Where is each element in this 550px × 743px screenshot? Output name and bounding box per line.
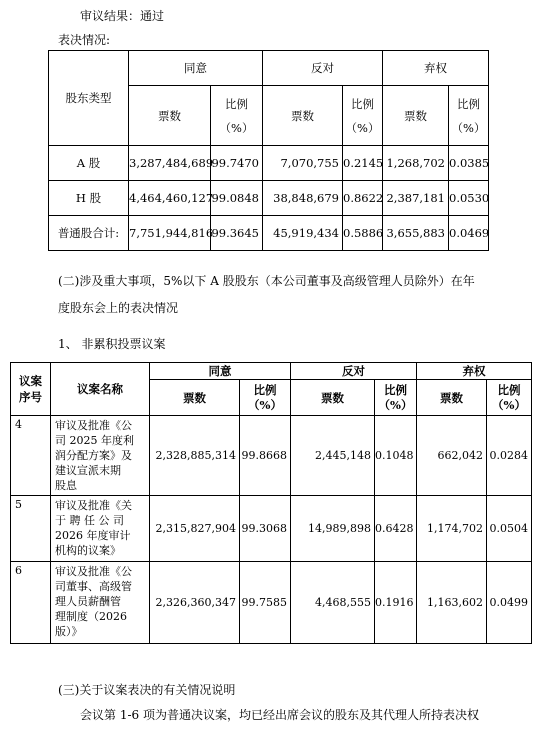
oppose-ratio-header: 比例 （%） <box>375 380 417 416</box>
oppose-votes: 4,468,555 <box>291 562 375 644</box>
abstain-votes: 1,268,702 <box>383 146 449 181</box>
col-proposal-name: 议案名称 <box>51 363 150 416</box>
proposal-vote-table <box>10 362 532 644</box>
abstain-votes-header: 票数 <box>383 86 449 146</box>
proposal-no: 6 <box>11 562 51 644</box>
table-row <box>49 216 489 251</box>
oppose-ratio: 0.2145 <box>343 146 383 181</box>
row-type: 普通股合计: <box>49 216 129 251</box>
oppose-votes: 7,070,755 <box>263 146 343 181</box>
section3-title: (三)关于议案表决的有关情况说明 <box>58 683 236 697</box>
oppose-ratio: 0.1916 <box>375 562 417 644</box>
vote-status-label: 表决情况: <box>58 33 111 47</box>
abstain-ratio: 0.0504 <box>487 496 532 562</box>
abstain-ratio: 0.0530 <box>449 181 489 216</box>
agree-ratio: 99.3645 <box>211 216 263 251</box>
abstain-votes: 662,042 <box>417 416 487 496</box>
agree-votes: 2,315,827,904 <box>150 496 240 562</box>
row-type: H 股 <box>49 181 129 216</box>
abstain-votes-header: 票数 <box>417 380 487 416</box>
agree-ratio: 99.7585 <box>240 562 291 644</box>
row-type: A 股 <box>49 146 129 181</box>
table-row <box>49 146 489 181</box>
agree-ratio: 99.8668 <box>240 416 291 496</box>
table-row <box>49 181 489 216</box>
proposal-no: 5 <box>11 496 51 562</box>
shareholder-vote-table <box>48 50 489 251</box>
proposal-name: 审议及批准《关 于 聘 任 公 司 2026 年度审计 机构的议案》 <box>51 496 150 562</box>
agree-ratio: 99.7470 <box>211 146 263 181</box>
group-agree: 同意 <box>150 363 291 380</box>
section2-line2: 度股东会上的表决情况 <box>58 301 179 315</box>
oppose-ratio: 0.8622 <box>343 181 383 216</box>
abstain-votes: 1,163,602 <box>417 562 487 644</box>
agree-votes: 2,326,360,347 <box>150 562 240 644</box>
oppose-ratio: 0.1048 <box>375 416 417 496</box>
abstain-ratio: 0.0385 <box>449 146 489 181</box>
proposal-no: 4 <box>11 416 51 496</box>
table-row <box>11 416 532 496</box>
abstain-votes: 2,387,181 <box>383 181 449 216</box>
abstain-ratio: 0.0284 <box>487 416 532 496</box>
table-row <box>11 562 532 644</box>
table-row <box>11 496 532 562</box>
group-oppose: 反对 <box>263 51 383 86</box>
section2-sub: 1、 非累积投票议案 <box>58 337 166 351</box>
group-abstain: 弃权 <box>417 363 532 380</box>
abstain-votes: 1,174,702 <box>417 496 487 562</box>
oppose-ratio-header: 比例 （%） <box>343 86 383 146</box>
abstain-votes: 3,655,883 <box>383 216 449 251</box>
group-abstain: 弃权 <box>383 51 489 86</box>
oppose-votes: 14,989,898 <box>291 496 375 562</box>
oppose-votes: 2,445,148 <box>291 416 375 496</box>
group-oppose: 反对 <box>291 363 417 380</box>
agree-ratio-header: 比例 （%） <box>240 380 291 416</box>
agree-votes: 4,464,460,127 <box>129 181 211 216</box>
oppose-ratio: 0.5886 <box>343 216 383 251</box>
section2-line1: (二)涉及重大事项，5%以下 A 股股东（本公司董事及高级管理人员除外）在年 <box>58 274 475 288</box>
abstain-ratio: 0.0469 <box>449 216 489 251</box>
col-proposal-no: 议案 序号 <box>11 363 51 416</box>
agree-ratio-header: 比例 （%） <box>211 86 263 146</box>
abstain-ratio-header: 比例 （%） <box>487 380 532 416</box>
section3-text: 会议第 1-6 项为普通决议案，均已经出席会议的股东及其代理人所持表决权 <box>80 708 479 722</box>
agree-votes: 7,751,944,816 <box>129 216 211 251</box>
oppose-votes: 38,848,679 <box>263 181 343 216</box>
agree-votes-header: 票数 <box>129 86 211 146</box>
agree-votes-header: 票数 <box>150 380 240 416</box>
agree-ratio: 99.0848 <box>211 181 263 216</box>
abstain-ratio: 0.0499 <box>487 562 532 644</box>
oppose-ratio: 0.6428 <box>375 496 417 562</box>
oppose-votes-header: 票数 <box>263 86 343 146</box>
agree-ratio: 99.3068 <box>240 496 291 562</box>
abstain-ratio-header: 比例 （%） <box>449 86 489 146</box>
oppose-votes-header: 票数 <box>291 380 375 416</box>
review-result: 审议结果：通过 <box>80 9 165 23</box>
agree-votes: 3,287,484,689 <box>129 146 211 181</box>
group-agree: 同意 <box>129 51 263 86</box>
proposal-name: 审议及批准《公 司 2025 年度利 润分配方案》及 建议宣派末期 股息 <box>51 416 150 496</box>
proposal-name: 审议及批准《公 司董事、高级管 理人员薪酬管 理制度（2026 版）》 <box>51 562 150 644</box>
agree-votes: 2,328,885,314 <box>150 416 240 496</box>
oppose-votes: 45,919,434 <box>263 216 343 251</box>
col-shareholder-type: 股东类型 <box>49 51 129 146</box>
